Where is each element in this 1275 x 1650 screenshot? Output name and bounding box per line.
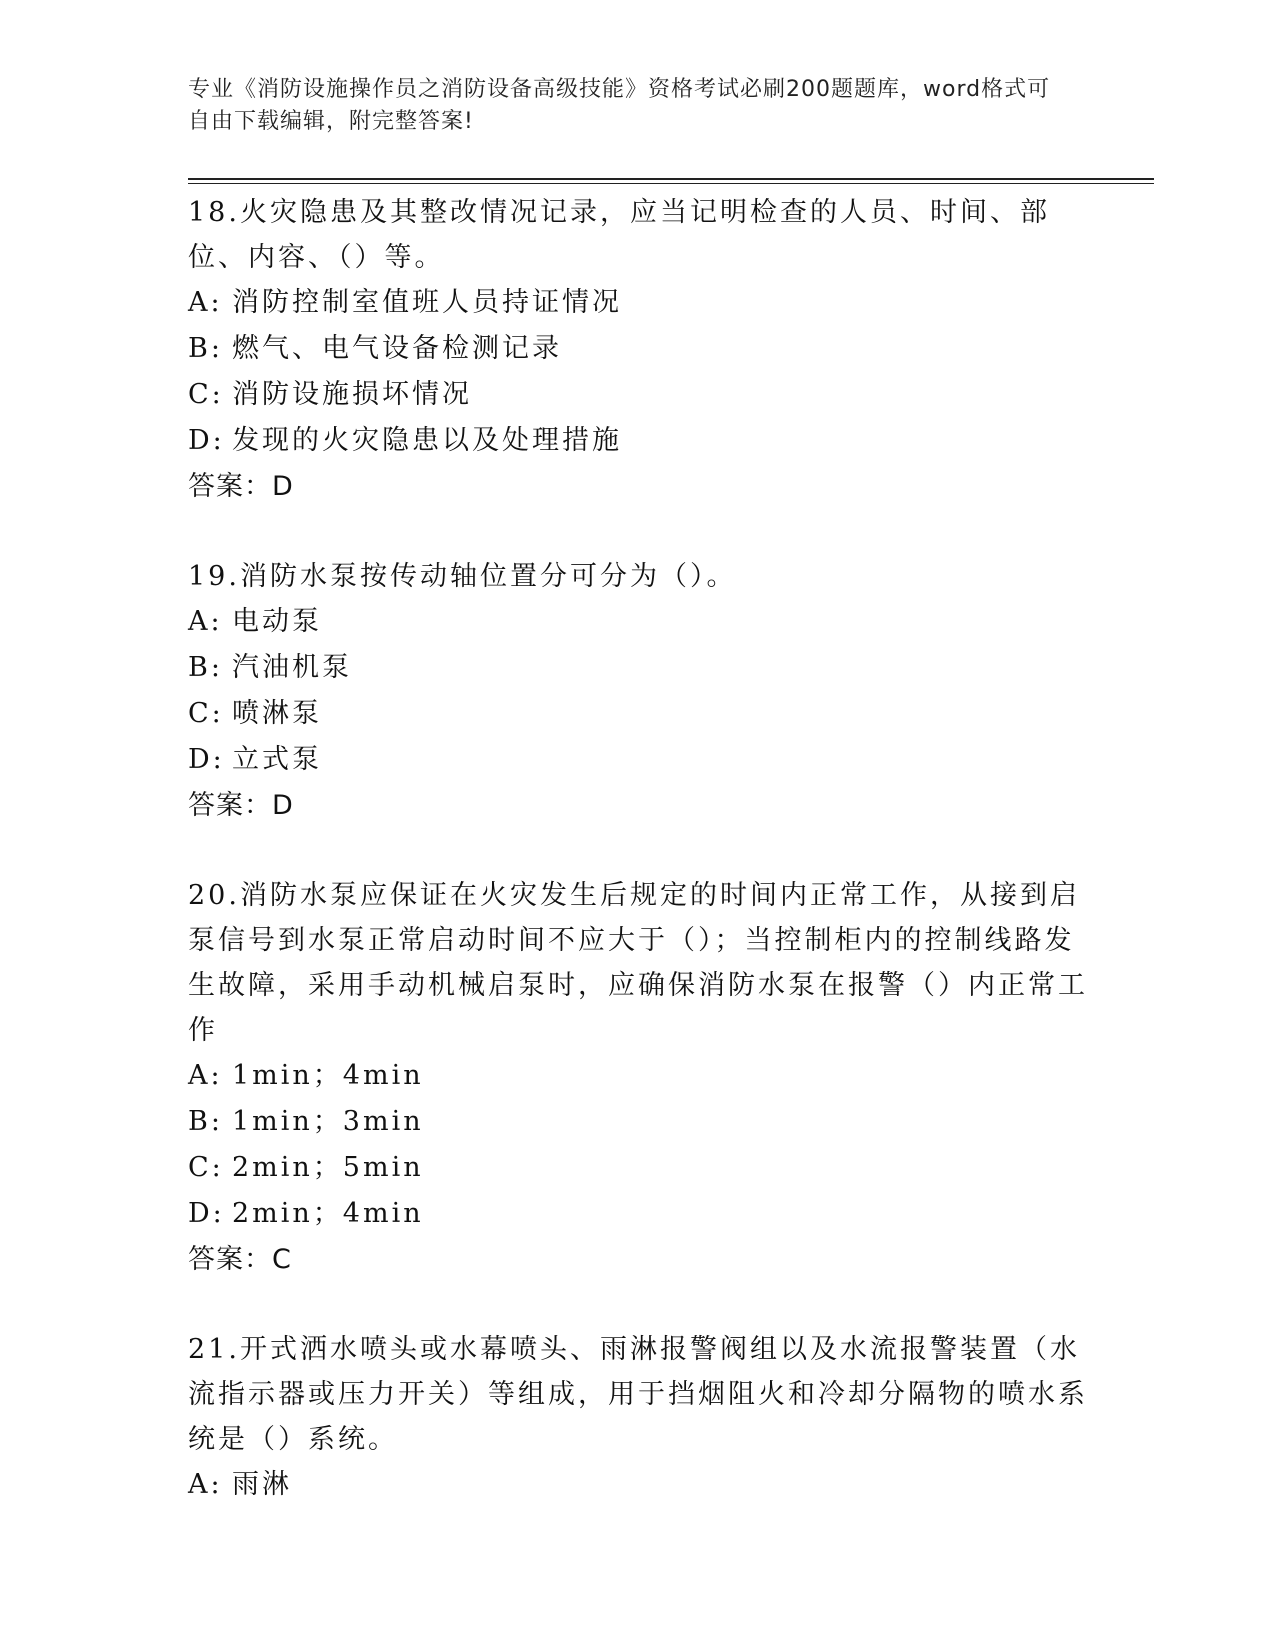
question-text: 18.火灾隐患及其整改情况记录，应当记明检查的人员、时间、部位、内容、（）等。	[188, 197, 1050, 273]
option-letter: D:	[188, 744, 225, 775]
option-text: 雨淋	[232, 1469, 292, 1500]
option-letter: A:	[188, 1060, 223, 1091]
option-d	[188, 418, 1088, 464]
option-b	[188, 1099, 1088, 1145]
option-text: 发现的火灾隐患以及处理措施	[232, 425, 622, 456]
option-letter: C:	[188, 1152, 224, 1183]
option-letter: A:	[188, 1469, 223, 1500]
option-letter: B:	[188, 1106, 223, 1137]
option-text: 1min；3min	[232, 1106, 424, 1137]
option-c	[188, 691, 1088, 737]
option-a	[188, 599, 1088, 645]
header-divider-thick	[188, 178, 1154, 180]
question-text: 19.消防水泵按传动轴位置分可分为（）。	[188, 561, 737, 592]
question-18	[188, 190, 1088, 510]
document-header: 专业《消防设施操作员之消防设备高级技能》资格考试必刷200题题库，word格式可自由下载编辑，附完整答案!	[188, 77, 1051, 134]
option-letter: A:	[188, 287, 223, 318]
question-list	[188, 190, 1088, 1552]
option-a	[188, 280, 1088, 326]
answer-text: 答案：D	[188, 790, 294, 821]
option-text: 2min；4min	[232, 1198, 424, 1229]
option-text: 2min；5min	[232, 1152, 424, 1183]
option-text: 1min；4min	[232, 1060, 424, 1091]
option-text: 喷淋泵	[232, 698, 322, 729]
answer-text: 答案：D	[188, 471, 294, 502]
option-text: 汽油机泵	[232, 652, 352, 683]
option-letter: D:	[188, 425, 225, 456]
question-20	[188, 873, 1088, 1283]
question-text: 20.消防水泵应保证在火灾发生后规定的时间内正常工作，从接到启泵信号到水泵正常启动时间不应大于（）；当控制柜内的控制线路发生故障，采用手动机械启泵时，应确保消防水泵在报警（）内正常工作	[188, 880, 1088, 1046]
option-letter: A:	[188, 606, 223, 637]
option-c	[188, 372, 1088, 418]
question-19	[188, 554, 1088, 829]
option-d	[188, 737, 1088, 783]
option-letter: B:	[188, 333, 223, 364]
option-c	[188, 1145, 1088, 1191]
option-b	[188, 645, 1088, 691]
answer-text: 答案：C	[188, 1244, 292, 1275]
option-d	[188, 1191, 1088, 1237]
option-text: 立式泵	[232, 744, 322, 775]
header-divider-thin	[188, 183, 1154, 184]
option-text: 消防设施损坏情况	[232, 379, 472, 410]
option-b	[188, 326, 1088, 372]
option-letter: C:	[188, 379, 224, 410]
option-a	[188, 1462, 1088, 1508]
option-text: 燃气、电气设备检测记录	[232, 333, 562, 364]
option-letter: D:	[188, 1198, 225, 1229]
option-text: 消防控制室值班人员持证情况	[232, 287, 622, 318]
option-a	[188, 1053, 1088, 1099]
option-text: 电动泵	[232, 606, 322, 637]
option-letter: C:	[188, 698, 224, 729]
question-text: 21.开式洒水喷头或水幕喷头、雨淋报警阀组以及水流报警装置（水流指示器或压力开关）等组成，用于挡烟阻火和冷却分隔物的喷水系统是（）系统。	[188, 1334, 1088, 1455]
option-letter: B:	[188, 652, 223, 683]
question-21	[188, 1327, 1088, 1508]
